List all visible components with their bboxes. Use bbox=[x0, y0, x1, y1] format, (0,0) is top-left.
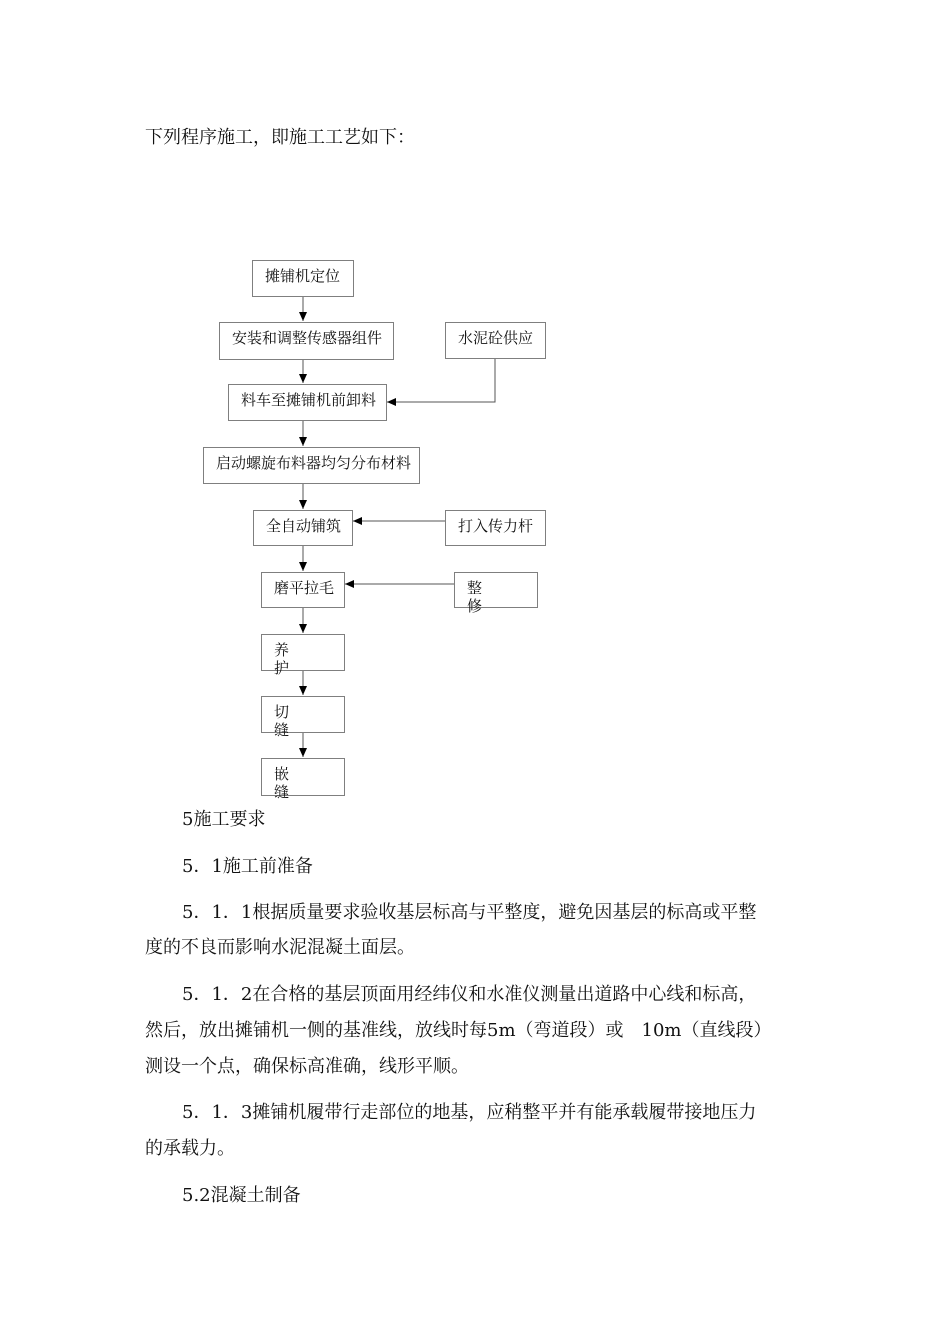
flow-step-label: 全自动铺筑 bbox=[266, 517, 342, 535]
paragraph-5-1-1-line2: 度的不良而影响水泥混凝土面层。 bbox=[145, 937, 415, 958]
flow-step-auto-paving bbox=[253, 510, 353, 546]
flow-step-label: 磨平拉毛 bbox=[274, 579, 335, 597]
arrow-cement-supply bbox=[387, 359, 495, 402]
flow-input-label: 整修 bbox=[467, 579, 483, 615]
flow-input-trimming bbox=[454, 572, 538, 615]
flow-step-label: 料车至摊铺机前卸料 bbox=[241, 391, 377, 409]
flow-step-label: 切缝 bbox=[274, 703, 290, 739]
flow-step-label: 启动螺旋布料器均匀分布材料 bbox=[216, 454, 412, 472]
flow-step-label: 养护 bbox=[274, 641, 290, 677]
flow-input-label: 水泥砼供应 bbox=[458, 329, 534, 347]
flow-input-label: 打入传力杆 bbox=[458, 517, 534, 535]
paragraph-5-1-2-line1: 5．1．2在合格的基层顶面用经纬仪和水准仪测量出道路中心线和标高， bbox=[182, 984, 757, 1005]
flow-step-screw-distributor bbox=[203, 447, 420, 484]
section-heading: 5施工要求 bbox=[182, 809, 266, 830]
paragraph-5-1-1-line1: 5．1．1根据质量要求验收基层标高与平整度，避免因基层的标高或平整 bbox=[182, 902, 757, 923]
flow-step-joint-cutting bbox=[261, 696, 345, 739]
flow-step-joint-sealing bbox=[261, 758, 345, 801]
flow-input-cement-supply bbox=[445, 322, 546, 359]
paragraph-5-1-3-line1: 5．1．3摊铺机履带行走部位的地基，应稍整平并有能承载履带接地压力 bbox=[182, 1102, 757, 1123]
flow-step-sensor-setup bbox=[219, 322, 394, 360]
flow-step-label: 嵌缝 bbox=[274, 765, 290, 801]
subsection-heading-5-1: 5．1施工前准备 bbox=[182, 856, 313, 877]
flow-step-label: 安装和调整传感器组件 bbox=[232, 329, 383, 347]
flow-step-paver-positioning bbox=[252, 260, 354, 297]
flow-step-unload-material bbox=[228, 384, 387, 421]
flow-step-curing bbox=[261, 634, 345, 677]
subsection-heading-5-2: 5.2混凝土制备 bbox=[182, 1185, 301, 1206]
paragraph-5-1-3-line2: 的承载力。 bbox=[145, 1138, 235, 1159]
intro-text: 下列程序施工，即施工工艺如下： bbox=[145, 127, 415, 148]
paragraph-5-1-2-line2: 然后，放出摊铺机一侧的基准线，放线时每5m（弯道段）或 10m（直线段） bbox=[145, 1020, 772, 1041]
flow-input-dowel-bars bbox=[445, 510, 546, 546]
paragraph-5-1-2-line3: 测设一个点，确保标高准确，线形平顺。 bbox=[145, 1056, 469, 1077]
flow-step-label: 摊铺机定位 bbox=[265, 267, 341, 285]
flow-step-smoothing-texturing bbox=[261, 572, 345, 608]
